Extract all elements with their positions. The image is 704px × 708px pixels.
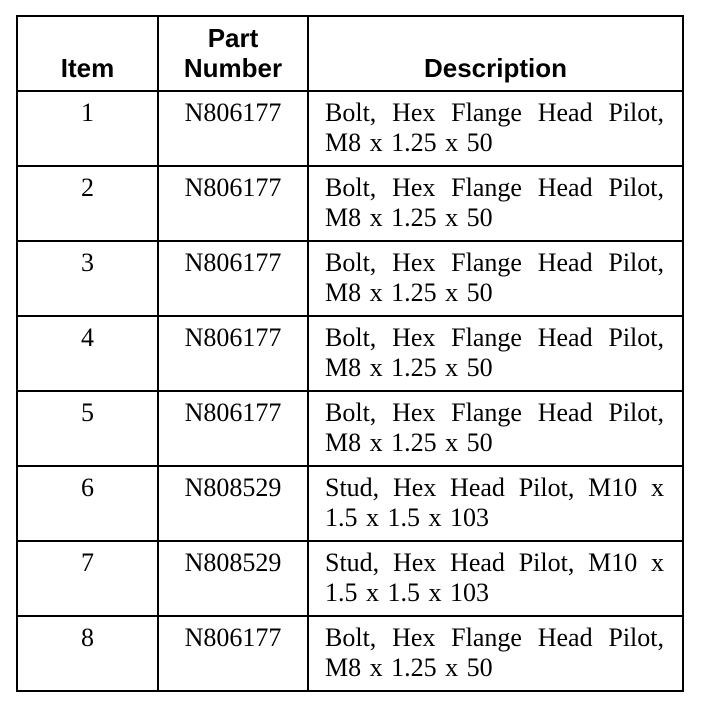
part-number-cell: N806177: [158, 316, 308, 391]
part-number-cell: N806177: [158, 616, 308, 691]
table-row: [17, 391, 683, 466]
item-cell: 2: [17, 166, 158, 241]
part-number-cell: N808529: [158, 466, 308, 541]
description-cell: Stud, Hex Head Pilot, M10 x 1.5 x 1.5 x 103: [308, 541, 683, 616]
table-row: [17, 616, 683, 691]
table-row: [17, 241, 683, 316]
description-cell: Bolt, Hex Flange Head Pilot, M8 x 1.25 x 50: [308, 241, 683, 316]
item-cell: 7: [17, 541, 158, 616]
item-cell: 6: [17, 466, 158, 541]
header-description: Description: [308, 16, 683, 91]
table-row: [17, 91, 683, 166]
item-cell: 8: [17, 616, 158, 691]
table-row: [17, 316, 683, 391]
header-part-line1: Part: [207, 23, 259, 53]
table-row: [17, 166, 683, 241]
description-cell: Stud, Hex Head Pilot, M10 x 1.5 x 1.5 x 103: [308, 466, 683, 541]
parts-table: [16, 15, 684, 692]
item-cell: 1: [17, 91, 158, 166]
part-number-cell: N808529: [158, 541, 308, 616]
part-number-cell: N806177: [158, 391, 308, 466]
part-number-cell: N806177: [158, 166, 308, 241]
description-cell: Bolt, Hex Flange Head Pilot, M8 x 1.25 x 50: [308, 316, 683, 391]
item-cell: 3: [17, 241, 158, 316]
item-cell: 5: [17, 391, 158, 466]
item-cell: 4: [17, 316, 158, 391]
header-item: Item: [17, 16, 158, 91]
table-header: [17, 16, 683, 91]
description-cell: Bolt, Hex Flange Head Pilot, M8 x 1.25 x 50: [308, 91, 683, 166]
table-row: [17, 466, 683, 541]
table-body: [17, 91, 683, 691]
header-row: [17, 16, 683, 91]
header-part-line2: Number: [183, 53, 283, 83]
part-number-cell: N806177: [158, 91, 308, 166]
description-cell: Bolt, Hex Flange Head Pilot, M8 x 1.25 x 50: [308, 166, 683, 241]
part-number-cell: N806177: [158, 241, 308, 316]
description-cell: Bolt, Hex Flange Head Pilot, M8 x 1.25 x 50: [308, 391, 683, 466]
header-part-number: [158, 16, 308, 91]
description-cell: Bolt, Hex Flange Head Pilot, M8 x 1.25 x 50: [308, 616, 683, 691]
table-row: [17, 541, 683, 616]
